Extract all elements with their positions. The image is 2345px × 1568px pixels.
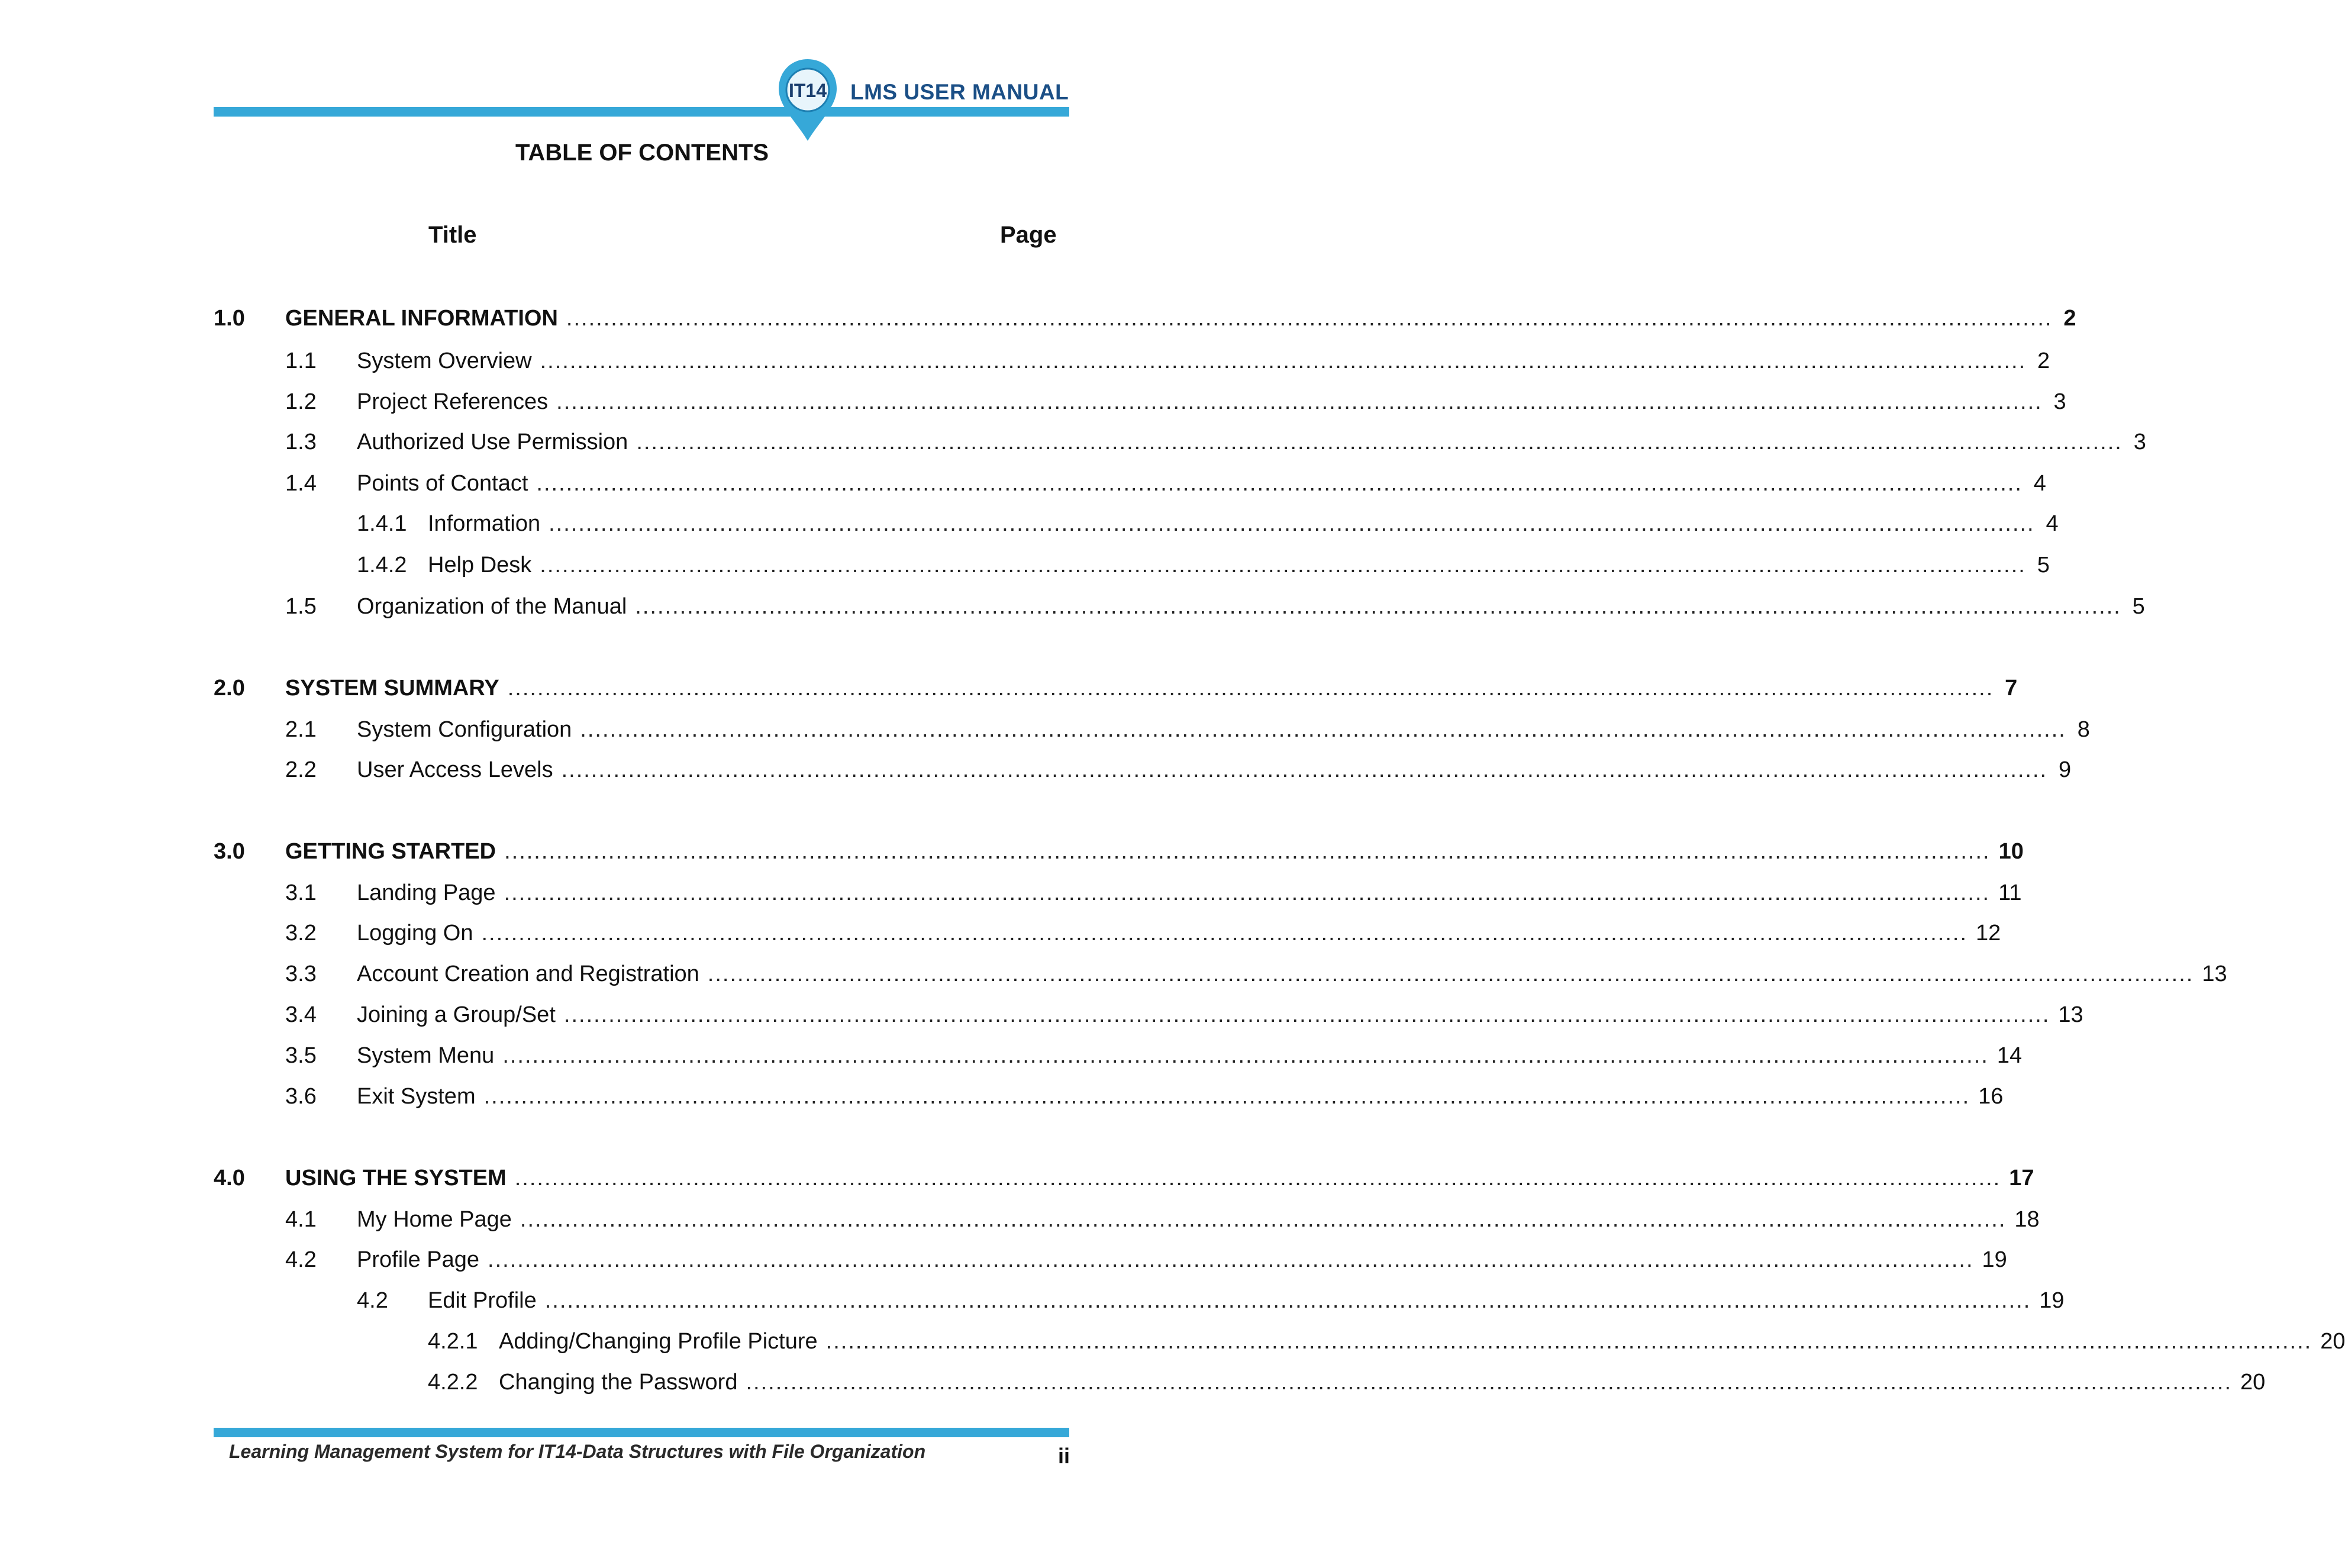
toc-entry-number: 1.0 [214, 306, 245, 331]
toc-entry[interactable] [285, 1245, 2007, 1275]
toc-dot-leader: ........................................................................................................................................................................................................ [635, 594, 2121, 619]
toc-entry-page: 20 [2320, 1329, 2345, 1354]
toc-entry-page: 16 [1978, 1084, 2004, 1109]
toc-entry[interactable] [285, 387, 2066, 417]
toc-entry-page: 19 [2039, 1288, 2065, 1313]
toc-dot-leader: ........................................................................................................................................................................................................ [514, 1166, 2001, 1190]
footer-rule [214, 1428, 1069, 1437]
toc-entry-number: 4.2 [357, 1288, 388, 1313]
toc-entry[interactable] [214, 304, 2076, 333]
toc-entry-label: Adding/Changing Profile Picture [499, 1329, 818, 1354]
toc-entry-label: Points of Contact [357, 471, 528, 496]
toc-entry[interactable] [428, 1367, 2266, 1397]
toc-entry-number: 1.4.2 [357, 553, 407, 577]
toc-entry-number: 2.1 [285, 717, 317, 742]
toc-entry-label: Logging On [357, 921, 473, 946]
toc-entry-number: 3.5 [285, 1043, 317, 1068]
toc-entry-number: 3.4 [285, 1002, 317, 1027]
toc-dot-leader: ........................................................................................................................................................................................................ [544, 1288, 2031, 1313]
toc-dot-leader: ........................................................................................................................................................................................................ [540, 349, 2027, 373]
toc-entry-label: System Menu [357, 1043, 495, 1068]
toc-dot-leader: ........................................................................................................................................................................................................ [825, 1329, 2312, 1354]
toc-entry-number: 1.5 [285, 594, 317, 619]
toc-entry-number: 4.2.2 [428, 1370, 478, 1395]
toc-entry-page: 8 [2077, 717, 2090, 742]
toc-entry[interactable] [214, 1163, 2034, 1193]
toc-dot-leader: ........................................................................................................................................................................................................ [563, 1002, 2050, 1027]
toc-entry-label: Edit Profile [428, 1288, 537, 1313]
toc-dot-leader: ........................................................................................................................................................................................................ [561, 757, 2048, 782]
toc-entry-number: 2.0 [214, 676, 245, 701]
toc-entry-page: 14 [1996, 1043, 2023, 1068]
toc-entry[interactable] [285, 1205, 2040, 1234]
toc-entry-page: 7 [2005, 676, 2018, 701]
toc-entry-number: 2.2 [285, 757, 317, 782]
toc-entry[interactable] [285, 346, 2050, 376]
toc-entry-label: User Access Levels [357, 757, 553, 782]
header-label: LMS USER MANUAL [850, 80, 1069, 104]
toc-dot-leader: ........................................................................................................................................................................................................ [540, 553, 2026, 577]
toc-dot-leader: ........................................................................................................................................................................................................ [504, 839, 1991, 864]
toc-entry-page: 17 [2009, 1166, 2034, 1190]
toc-entry[interactable] [285, 592, 2145, 621]
page-title: TABLE OF CONTENTS [515, 140, 769, 166]
toc-dot-leader: ........................................................................................................................................................................................................ [481, 921, 1968, 946]
toc-entry-page: 18 [2014, 1207, 2040, 1232]
toc-entry-label: System Overview [357, 349, 532, 373]
toc-dot-leader: ........................................................................................................................................................................................................ [636, 430, 2123, 454]
toc-dot-leader: ........................................................................................................................................................................................................ [483, 1084, 1970, 1109]
toc-entry-page: 13 [2202, 962, 2227, 986]
toc-dot-leader: ........................................................................................................................................................................................................ [746, 1370, 2233, 1395]
toc-entry-label: Exit System [357, 1084, 476, 1109]
toc-entry-number: 4.2 [285, 1247, 317, 1272]
toc-entry[interactable] [285, 1041, 2023, 1070]
toc-entry-label: Information [428, 511, 541, 536]
toc-entry-page: 12 [1976, 921, 2001, 946]
toc-entry-page: 3 [2133, 430, 2146, 454]
toc-entry-label: Project References [357, 389, 549, 414]
toc-entry-number: 1.1 [285, 349, 317, 373]
toc-entry[interactable] [285, 959, 2227, 989]
toc-entry-number: 1.4 [285, 471, 317, 496]
toc-entry-label: Help Desk [428, 553, 532, 577]
toc-entry-label: Organization of the Manual [357, 594, 627, 619]
toc-entry[interactable] [357, 550, 2050, 580]
toc-entry[interactable] [357, 509, 2059, 538]
toc-entry-label: System Configuration [357, 717, 572, 742]
toc-entry[interactable] [285, 715, 2090, 744]
toc-entry-label: Landing Page [357, 880, 496, 905]
toc-dot-leader: ........................................................................................................................................................................................................ [549, 511, 2035, 536]
toc-entry-label: Profile Page [357, 1247, 480, 1272]
toc-entry[interactable] [285, 469, 2046, 498]
toc-entry[interactable] [357, 1286, 2065, 1315]
toc-entry-page: 10 [1998, 839, 2024, 864]
toc-entry-label: SYSTEM SUMMARY [285, 676, 499, 701]
toc-entry-number: 3.3 [285, 962, 317, 986]
toc-entry-page: 4 [2046, 511, 2059, 536]
toc-entry-number: 4.2.1 [428, 1329, 478, 1354]
header-rule [214, 107, 1069, 117]
toc-entry[interactable] [214, 837, 2024, 866]
toc-dot-leader: ........................................................................................................................................................................................................ [488, 1247, 1974, 1272]
toc-dot-leader: ........................................................................................................................................................................................................ [520, 1207, 2007, 1232]
toc-entry-number: 3.1 [285, 880, 317, 905]
toc-entry[interactable] [214, 673, 2018, 703]
toc-entry[interactable] [285, 918, 2001, 948]
toc-entry-label: My Home Page [357, 1207, 512, 1232]
toc-entry-label: Account Creation and Registration [357, 962, 699, 986]
toc-entry-number: 1.3 [285, 430, 317, 454]
toc-entry-page: 19 [1982, 1247, 2007, 1272]
toc-entry-page: 2 [2063, 306, 2076, 331]
toc-entry-page: 13 [2058, 1002, 2083, 1027]
logo-text: IT14 [788, 80, 827, 101]
toc-entry-number: 4.0 [214, 1166, 245, 1190]
toc-entry[interactable] [285, 427, 2146, 457]
toc-entry-page: 5 [2132, 594, 2145, 619]
toc-entry[interactable] [285, 1082, 2004, 1111]
toc-entry[interactable] [285, 755, 2072, 785]
toc-dot-leader: ........................................................................................................................................................................................................ [707, 962, 2194, 986]
toc-entry-page: 20 [2240, 1370, 2266, 1395]
toc-dot-leader: ........................................................................................................................................................................................................ [580, 717, 2066, 742]
toc-entry-page: 2 [2037, 349, 2050, 373]
column-heading-title: Title [428, 222, 477, 248]
it14-logo-pin-icon [775, 57, 840, 143]
toc-dot-leader: ........................................................................................................................................................................................................ [566, 306, 2053, 331]
toc-entry[interactable] [285, 878, 2022, 908]
footer-text: Learning Management System for IT14-Data Structures with File Organization [229, 1441, 926, 1462]
toc-entry[interactable] [285, 1000, 2083, 1030]
toc-entry-label: Changing the Password [499, 1370, 738, 1395]
toc-dot-leader: ........................................................................................................................................................................................................ [536, 471, 2023, 496]
toc-dot-leader: ........................................................................................................................................................................................................ [502, 1043, 1989, 1068]
toc-entry-page: 9 [2058, 757, 2072, 782]
toc-entry-label: GENERAL INFORMATION [285, 306, 558, 331]
toc-entry-number: 3.0 [214, 839, 245, 864]
toc-entry-number: 3.2 [285, 921, 317, 946]
toc-entry-label: GETTING STARTED [285, 839, 496, 864]
toc-entry-label: USING THE SYSTEM [285, 1166, 507, 1190]
toc-entry-page: 4 [2033, 471, 2046, 496]
toc-entry-number: 4.1 [285, 1207, 317, 1232]
toc-entry-label: Authorized Use Permission [357, 430, 628, 454]
toc-entry-number: 1.4.1 [357, 511, 407, 536]
toc-entry-number: 1.2 [285, 389, 317, 414]
toc-entry-label: Joining a Group/Set [357, 1002, 556, 1027]
toc-entry-page: 3 [2053, 389, 2066, 414]
footer-page-number: ii [1058, 1444, 1070, 1468]
column-heading-page: Page [1000, 222, 1057, 248]
toc-dot-leader: ........................................................................................................................................................................................................ [556, 389, 2043, 414]
toc-dot-leader: ........................................................................................................................................................................................................ [504, 880, 1991, 905]
toc-dot-leader: ........................................................................................................................................................................................................ [507, 676, 1994, 701]
toc-entry-number: 3.6 [285, 1084, 317, 1109]
toc-entry[interactable] [428, 1327, 2345, 1356]
toc-entry-page: 5 [2037, 553, 2050, 577]
toc-entry-page: 11 [1998, 880, 2022, 905]
